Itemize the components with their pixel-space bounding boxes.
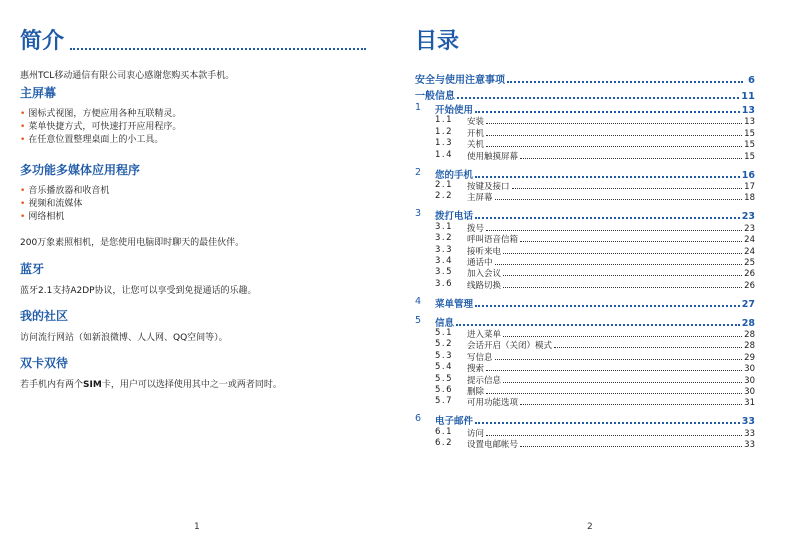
toc-label: 拨号	[467, 223, 485, 234]
toc-subentry[interactable]	[415, 363, 755, 374]
toc-subentry[interactable]	[415, 397, 755, 408]
section-heading: 我的社区	[20, 309, 69, 323]
toc-number: 1.1	[435, 115, 454, 126]
toc-number: 6	[415, 413, 422, 425]
toc-title	[415, 24, 459, 55]
toc-leader	[475, 217, 740, 219]
list-item: • 图标式视图，方便应用各种互联精灵。	[20, 109, 182, 119]
toc-leader	[503, 287, 742, 288]
toc-subentry[interactable]	[415, 222, 755, 233]
toc-label: 开始使用	[435, 105, 474, 116]
toc-leader	[486, 123, 742, 124]
toc-subentry[interactable]	[415, 386, 755, 397]
toc-label: 菜单管理	[435, 298, 474, 310]
section-dual-sim	[20, 354, 282, 392]
section-community	[20, 307, 228, 345]
toc-number: 5	[415, 314, 422, 326]
toc-label: 安全与使用注意事项	[415, 75, 505, 86]
section-home-screen	[20, 84, 181, 147]
toc-number: 5.7	[435, 396, 454, 407]
toc-chapter[interactable]	[415, 296, 755, 310]
toc-leader	[520, 404, 742, 405]
toc-leader	[457, 97, 739, 99]
toc-leader	[456, 324, 740, 326]
intro-paragraph: 惠州TCL移动通信有限公司衷心感谢您购买本款手机。	[20, 71, 235, 81]
toc-number: 3	[415, 208, 422, 220]
toc-subentry[interactable]	[415, 234, 755, 245]
toc-page-number: 23	[744, 223, 755, 234]
list-item: • 网络相机	[20, 212, 65, 222]
toc-leader	[475, 176, 740, 178]
toc-page-number: 11	[741, 91, 755, 102]
toc-subentry[interactable]	[415, 192, 755, 203]
toc-subentry[interactable]	[415, 245, 755, 256]
toc-entry[interactable]	[415, 86, 755, 102]
toc-page-number: 15	[744, 128, 755, 139]
toc-page-number: 15	[744, 151, 755, 162]
toc-subentry[interactable]	[415, 439, 755, 450]
toc-label: 开机	[467, 128, 485, 139]
toc-chapter[interactable]	[415, 208, 755, 222]
toc-leader	[475, 422, 740, 424]
toc-label: 设置电邮帐号	[467, 440, 519, 451]
toc-subentry[interactable]	[415, 329, 755, 340]
toc-page-number: 18	[744, 193, 755, 204]
toc-label: 安装	[467, 117, 485, 128]
toc-page-number: 25	[744, 257, 755, 268]
toc-page-number: 15	[744, 140, 755, 151]
toc-leader	[475, 305, 740, 307]
toc-subentry[interactable]	[415, 150, 755, 161]
toc-label: 访问	[467, 428, 485, 439]
toc-page-number: 30	[744, 387, 755, 398]
title-leader	[70, 48, 366, 50]
toc-page-number: 26	[744, 269, 755, 280]
camera-text: 200万象素照相机，是您使用电脑即时聊天的最佳伙伴。	[20, 238, 245, 248]
table-of-contents	[415, 70, 755, 455]
toc-number: 1	[415, 102, 422, 113]
toc-number: 6.2	[435, 438, 454, 449]
toc-number: 5.5	[435, 373, 454, 384]
toc-leader	[495, 199, 743, 200]
toc-page-number: 23	[741, 211, 755, 223]
toc-page-number: 13	[744, 117, 755, 128]
toc-number: 3.5	[435, 267, 454, 278]
toc-page-number: 28	[744, 330, 755, 341]
toc-label: 可用功能选项	[467, 398, 519, 409]
bullet-icon: •	[20, 122, 26, 132]
toc-page-number: 30	[744, 364, 755, 375]
toc-label: 写信息	[467, 352, 493, 363]
toc-subentry[interactable]	[415, 257, 755, 268]
section-heading: 多功能多媒体应用程序	[20, 163, 141, 177]
toc-leader	[495, 264, 743, 265]
toc-page-number: 24	[744, 246, 755, 257]
toc-leader	[507, 81, 743, 83]
toc-number: 5.4	[435, 362, 454, 373]
toc-chapter[interactable]	[415, 102, 755, 116]
toc-label: 搜索	[467, 364, 485, 375]
toc-leader	[554, 347, 742, 348]
toc-label: 一般信息	[415, 91, 455, 102]
toc-number: 3.1	[435, 221, 454, 232]
toc-subentry[interactable]	[415, 127, 755, 138]
toc-leader	[486, 135, 742, 136]
section-bluetooth	[20, 260, 257, 298]
list-item: • 在任意位置整理桌面上的小工具。	[20, 135, 164, 145]
section-multimedia	[20, 161, 244, 250]
toc-leader	[503, 336, 742, 337]
toc-leader	[503, 275, 742, 276]
toc-leader	[486, 393, 742, 394]
toc-number: 3.2	[435, 233, 454, 244]
toc-number: 3.4	[435, 255, 454, 266]
toc-number: 4	[415, 295, 422, 307]
toc-label: 主屏幕	[467, 193, 493, 204]
list-item: • 视频和流媒体	[20, 199, 83, 209]
toc-number: 5.2	[435, 339, 454, 350]
toc-page-number: 26	[744, 280, 755, 291]
toc-number: 1.3	[435, 138, 454, 149]
toc-leader	[475, 111, 740, 113]
toc-label: 通话中	[467, 257, 493, 268]
toc-number: 3.3	[435, 244, 454, 255]
list-item: • 音乐播放器和收音机	[20, 186, 110, 196]
section-text: 访问流行网站（如新浪微博、人人网、QQ空间等）。	[20, 333, 228, 343]
section-text: 若手机内有两个SIM卡，用户可以选择使用其中之一或两者同时。	[20, 380, 282, 390]
toc-chapter[interactable]	[415, 413, 755, 427]
toc-label: 接听来电	[467, 246, 502, 257]
toc-leader	[486, 230, 742, 231]
page-number: 1	[194, 522, 200, 532]
toc-label: 呼叫语音信箱	[467, 235, 519, 246]
toc-number: 1.4	[435, 149, 454, 160]
toc-page-number: 31	[744, 398, 755, 409]
toc-number: 1.2	[435, 126, 454, 137]
toc-page-number: 27	[741, 298, 755, 310]
bullet-icon: •	[20, 109, 26, 119]
toc-leader	[486, 146, 742, 147]
toc-label: 提示信息	[467, 375, 502, 386]
toc-number: 5.6	[435, 385, 454, 396]
toc-number: 2	[415, 166, 422, 178]
toc-subentry[interactable]	[415, 268, 755, 279]
toc-leader	[520, 446, 742, 447]
toc-leader	[512, 188, 743, 189]
toc-page-number: 28	[741, 317, 755, 329]
toc-subentry[interactable]	[415, 139, 755, 150]
bullet-icon: •	[20, 212, 26, 222]
toc-label: 会话开启（关闭）模式	[467, 341, 553, 352]
toc-label: 关机	[467, 140, 485, 151]
bullet-list	[20, 108, 181, 147]
section-heading: 双卡双待	[20, 356, 69, 370]
toc-page-number: 16	[741, 169, 755, 181]
toc-page-number: 6	[748, 75, 755, 86]
page-number: 2	[587, 522, 593, 532]
toc-subentry[interactable]	[415, 374, 755, 385]
list-item: • 菜单快捷方式，可快速打开应用程序。	[20, 122, 182, 132]
toc-leader	[520, 241, 742, 242]
toc-page-number: 29	[744, 352, 755, 363]
toc-leader	[503, 382, 742, 383]
toc-number: 3.6	[435, 278, 454, 289]
toc-subentry[interactable]	[415, 340, 755, 351]
bullet-icon: •	[20, 135, 26, 145]
intro-title	[20, 24, 366, 55]
toc-label: 进入菜单	[467, 330, 502, 341]
toc-page-number: 33	[744, 440, 755, 451]
toc-subentry[interactable]	[415, 427, 755, 438]
toc-leader	[486, 435, 742, 436]
toc-leader	[495, 359, 743, 360]
toc-leader	[486, 370, 742, 371]
toc-chapter[interactable]	[415, 167, 755, 181]
toc-label: 使用触摸屏幕	[467, 151, 519, 162]
toc-subentry[interactable]	[415, 181, 755, 192]
toc-title-text: 目录	[415, 29, 460, 54]
toc-leader	[503, 253, 742, 254]
toc-number: 6.1	[435, 426, 454, 437]
toc-page-number: 13	[741, 105, 755, 116]
toc-label: 按键及接口	[467, 181, 510, 192]
section-heading: 蓝牙	[20, 262, 45, 276]
toc-label: 拨打电话	[435, 211, 474, 223]
toc-number: 2.1	[435, 179, 454, 190]
section-text: 蓝牙2.1支持A2DP协议，让您可以享受到免提通话的乐趣。	[20, 286, 257, 296]
toc-gap	[415, 450, 755, 455]
bullet-icon: •	[20, 199, 26, 209]
toc-label: 删除	[467, 387, 485, 398]
toc-entry[interactable]	[415, 70, 755, 86]
toc-page-number: 24	[744, 235, 755, 246]
toc-label: 加入会议	[467, 269, 502, 280]
section-heading: 主屏幕	[20, 86, 57, 100]
bullet-icon: •	[20, 186, 26, 196]
toc-label: 信息	[435, 317, 455, 329]
toc-page-number: 17	[744, 181, 755, 192]
toc-label: 线路切换	[467, 280, 502, 291]
bullet-list	[20, 185, 244, 224]
toc-label: 您的手机	[435, 169, 474, 181]
toc-page-number: 33	[744, 428, 755, 439]
toc-page-number: 30	[744, 375, 755, 386]
toc-subentry[interactable]	[415, 351, 755, 362]
toc-number: 2.2	[435, 191, 454, 202]
right-page	[393, 0, 786, 559]
toc-page-number: 33	[741, 416, 755, 428]
toc-page-number: 28	[744, 341, 755, 352]
toc-label: 电子邮件	[435, 416, 474, 428]
intro-title-text: 简介	[20, 29, 65, 54]
toc-leader	[520, 158, 742, 159]
toc-number: 5.3	[435, 350, 454, 361]
toc-chapter[interactable]	[415, 315, 755, 329]
toc-number: 5.1	[435, 328, 454, 339]
toc-subentry[interactable]	[415, 116, 755, 127]
toc-subentry[interactable]	[415, 279, 755, 290]
